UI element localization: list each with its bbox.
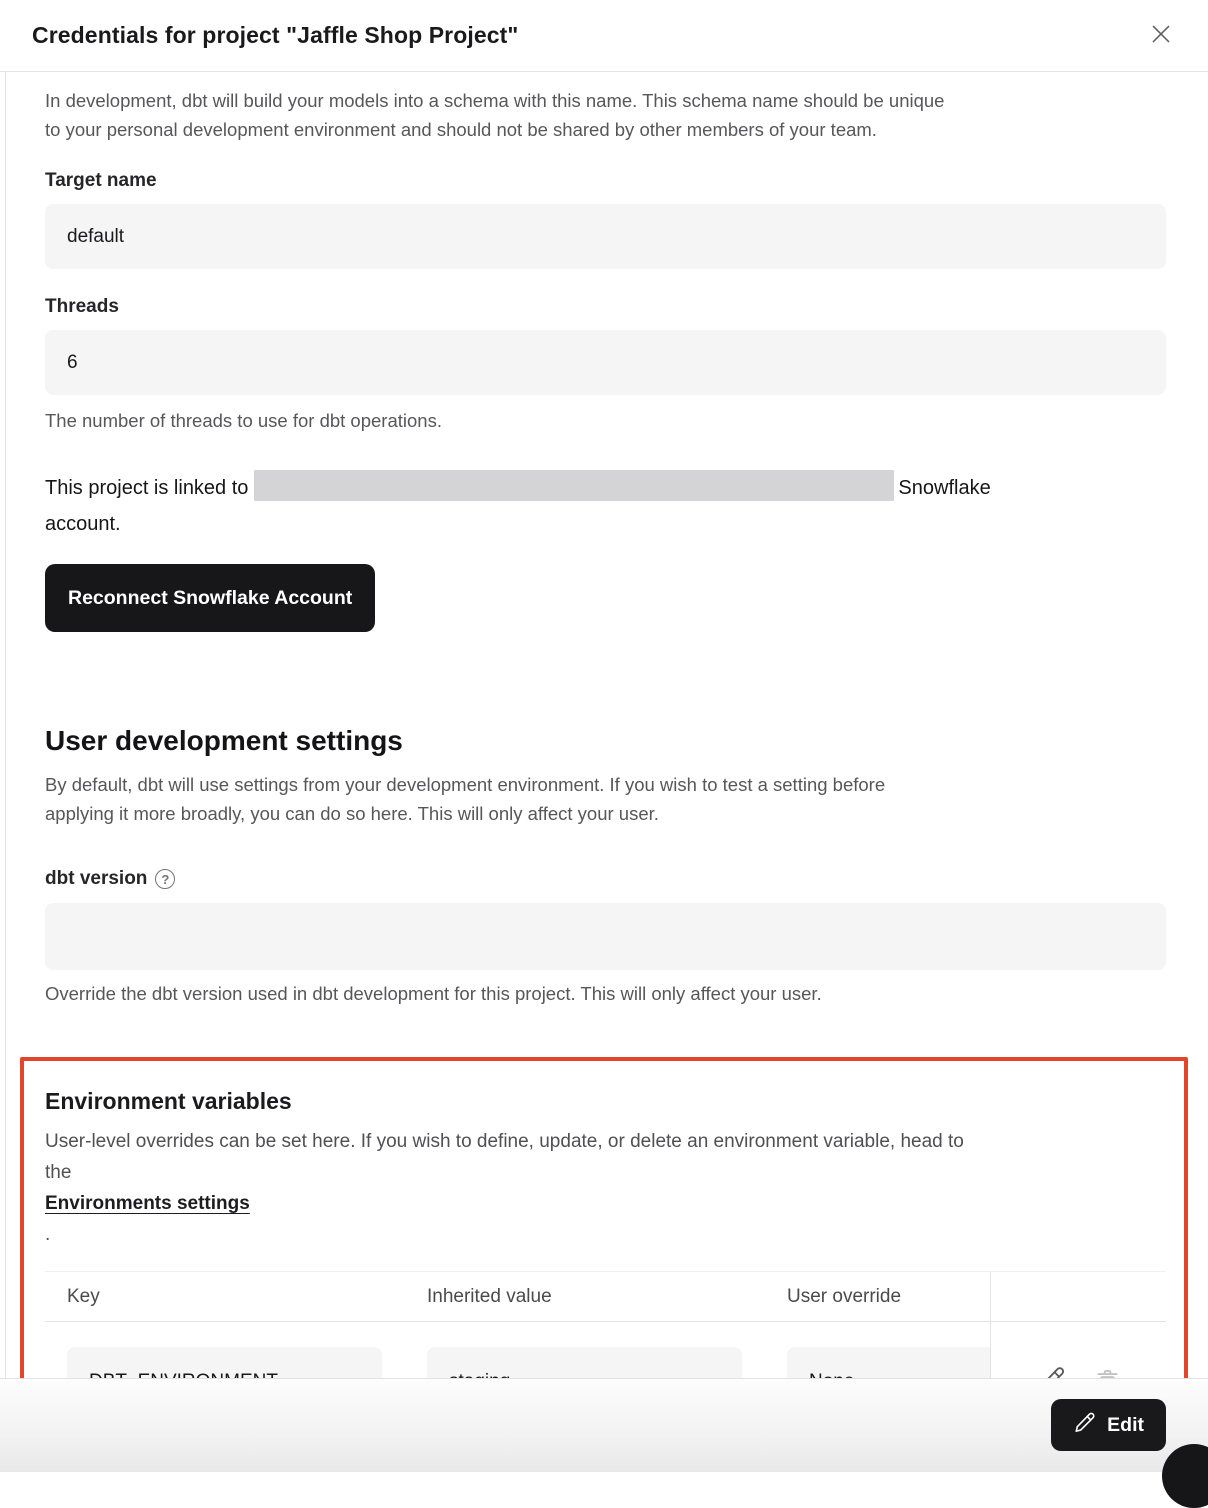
env-vars-desc-line2 [45,1157,1166,1250]
edit-button[interactable] [1051,1399,1166,1451]
dbt-version-label: dbt version [45,868,148,889]
env-vars-desc-suffix: . [45,1224,51,1245]
close-button[interactable] [1144,19,1178,53]
close-icon [1148,21,1174,50]
edit-button-label: Edit [1107,1413,1144,1436]
column-header-key: Key [67,1285,100,1307]
modal-title: Credentials for project "Jaffle Shop Project" [32,22,519,48]
schema-description-line2: to your personal development environment and should not be shared by other members of your team. [45,119,877,140]
target-name-label: Target name [45,170,157,191]
environments-settings-link[interactable]: Environments settings [45,1193,250,1214]
threads-helper-text: The number of threads to use for dbt operations. [45,410,442,431]
schema-description [45,86,1166,144]
modal-header [0,0,1208,72]
threads-input[interactable] [45,330,1166,395]
column-header-inherited-value: Inherited value [427,1285,552,1307]
modal-body [0,86,1208,1460]
user-dev-desc-line2: applying it more broadly, you can do so here. This will only affect your user. [45,803,659,824]
env-vars-desc-line1: User-level overrides can be set here. If you wish to define, update, or delete an environment variable, head to [45,1131,964,1152]
corner-bubble [1162,1444,1208,1508]
dbt-version-label-row [45,868,1166,890]
modal-footer [0,1378,1208,1472]
edit-pencil-icon [1073,1411,1096,1440]
env-vars-table-header [45,1272,1166,1322]
column-header-actions [990,1272,1166,1321]
help-icon[interactable]: ? [155,869,175,889]
env-vars-description [45,1126,1166,1250]
env-vars-desc-prefix: the [45,1162,72,1183]
user-dev-desc-line1: By default, dbt will use settings from your development environment. If you wish to test a setting before [45,774,886,795]
user-dev-settings-description [45,770,1166,828]
reconnect-snowflake-button[interactable]: Reconnect Snowflake Account [45,564,375,632]
linked-text-line2: account. [45,513,121,535]
linked-text-after: Snowflake [898,477,991,499]
column-header-user-override: User override [787,1285,902,1307]
env-vars-heading: Environment variables [45,1088,292,1114]
linked-account-text [45,470,1055,542]
dbt-version-helper-text: Override the dbt version used in dbt development for this project. This will only affect your user. [45,983,822,1004]
schema-description-line1: In development, dbt will build your models into a schema with this name. This schema name should be unique [45,90,945,111]
user-dev-settings-heading: User development settings [45,725,403,756]
linked-text-before: This project is linked to [45,477,249,499]
threads-label: Threads [45,296,119,317]
redacted-account-name [254,470,894,501]
target-name-input[interactable] [45,204,1166,269]
dbt-version-input[interactable] [45,903,1166,970]
